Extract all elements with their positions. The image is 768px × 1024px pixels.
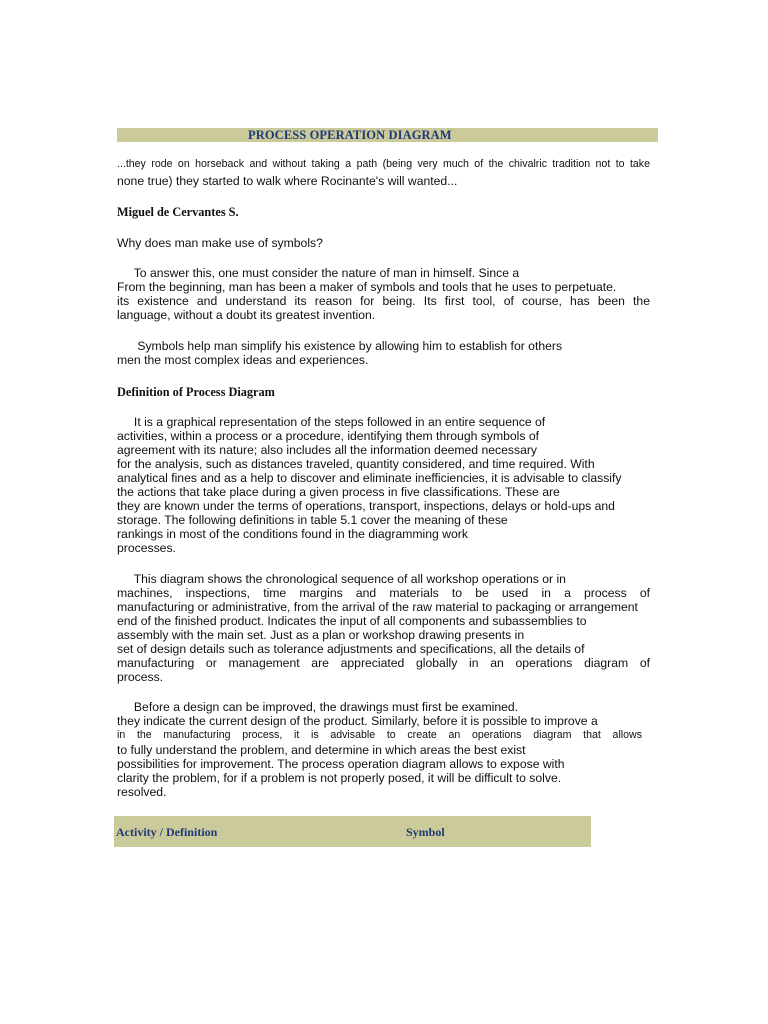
chronology-line-3: manufacturing or administrative, from the arrival of the raw material to packaging or arrangement xyxy=(117,600,638,614)
improvement-line-3: in the manufacturing process, it is advisable to create an operations diagram that allows xyxy=(117,729,642,741)
intro1-line-1: To answer this, one must consider the nature of man in himself. Since a xyxy=(117,266,520,280)
improvement-line-6: clarity the problem, for if a problem is not properly posed, it will be difficult to solve. xyxy=(117,771,562,785)
definition-line-2: activities, within a process or a procedure, identifying them through symbols of xyxy=(117,429,540,443)
epigraph-line-2: none true) they started to walk where Rocinante's will wanted... xyxy=(117,174,458,188)
definition-line-9: rankings in most of the conditions found in the diagramming work xyxy=(117,527,468,541)
chronology-line-7: manufacturing or management are appreciated globally in an operations diagram of xyxy=(117,656,650,670)
intro1-line-2: From the beginning, man has been a maker of symbols and tools that he uses to perpetuate. xyxy=(117,280,617,294)
chronology-line-1: This diagram shows the chronological sequence of all workshop operations or in xyxy=(117,572,566,586)
chronology-line-5: assembly with the main set. Just as a plan or workshop drawing presents in xyxy=(117,628,525,642)
chronology-line-2: machines, inspections, time margins and materials to be used in a process of xyxy=(117,586,650,600)
definition-line-7: they are known under the terms of operations, transport, inspections, delays or hold-ups and xyxy=(117,499,615,513)
definition-heading: Definition of Process Diagram xyxy=(117,385,275,399)
intro2-line-2: men the most complex ideas and experiences. xyxy=(117,353,369,367)
column-activity-definition: Activity / Definition xyxy=(116,825,218,839)
chronology-line-6: set of design details such as tolerance adjustments and specifications, all the details of xyxy=(117,642,585,656)
definition-line-8: storage. The following definitions in table 5.1 cover the meaning of these xyxy=(117,513,508,527)
improvement-line-2: they indicate the current design of the product. Similarly, before it is possible to improve a xyxy=(117,714,598,728)
improvement-line-5: possibilities for improvement. The process operation diagram allows to expose with xyxy=(117,757,565,771)
definition-line-10: processes. xyxy=(117,541,176,555)
epigraph-line-1: ...they rode on horseback and without taking a path (being very much of the chivalric tradition not to take xyxy=(117,158,650,170)
document-title: PROCESS OPERATION DIAGRAM xyxy=(248,128,452,142)
table-header xyxy=(114,816,591,847)
definition-line-6: the actions that take place during a given process in five classifications. These are xyxy=(117,485,560,499)
improvement-line-7: resolved. xyxy=(117,785,167,799)
chronology-line-4: end of the finished product. Indicates the input of all components and subassemblies to xyxy=(117,614,587,628)
intro1-line-3: its existence and understand its reason for being. Its first tool, of course, has been the xyxy=(117,294,650,308)
definition-line-5: analytical fines and as a help to discover and eliminate inefficiencies, it is advisable to classify xyxy=(117,471,622,485)
definition-line-3: agreement with its nature; also includes all the information deemed necessary xyxy=(117,443,538,457)
column-symbol: Symbol xyxy=(406,825,445,839)
title-band xyxy=(117,128,658,142)
intro2-line-1: Symbols help man simplify his existence by allowing him to establish for others xyxy=(117,339,563,353)
improvement-line-1: Before a design can be improved, the drawings must first be examined. xyxy=(117,700,519,714)
chronology-line-8: process. xyxy=(117,670,164,684)
definition-line-4: for the analysis, such as distances traveled, quantity considered, and time required. With xyxy=(117,457,595,471)
author-name: Miguel de Cervantes S. xyxy=(117,205,239,219)
definition-line-1: It is a graphical representation of the steps followed in an entire sequence of xyxy=(117,415,546,429)
intro1-line-4: language, without a doubt its greatest invention. xyxy=(117,308,376,322)
improvement-line-4: to fully understand the problem, and determine in which areas the best exist xyxy=(117,743,526,757)
question-line: Why does man make use of symbols? xyxy=(117,236,323,250)
